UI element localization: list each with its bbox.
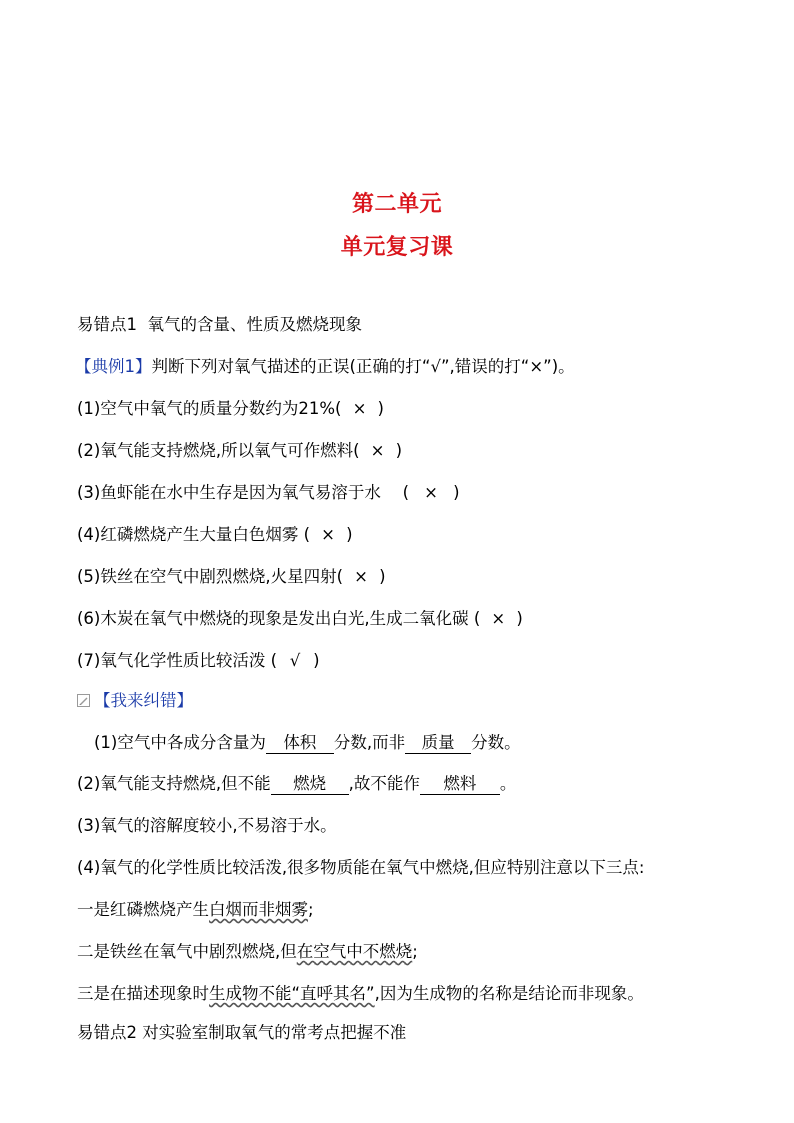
emphasis-text: 白烟而非烟雾 xyxy=(209,900,308,919)
note-line-1: 一是红磷燃烧产生白烟而非烟雾; xyxy=(77,900,314,919)
answer-mark: × xyxy=(491,609,506,628)
list-item: (1)空气中氧气的质量分数约为21%( × ) xyxy=(77,399,384,418)
correction-heading-text: 【我来纠错】 xyxy=(94,691,193,710)
fill-blank: 质量 xyxy=(405,733,471,754)
answer-mark: × xyxy=(321,525,335,544)
correction-item-3: (3)氧气的溶解度较小,不易溶于水。 xyxy=(77,816,337,835)
emphasis-text: 在空气中不燃烧 xyxy=(296,942,413,961)
answer-mark: × xyxy=(424,483,438,502)
fill-blank: 燃料 xyxy=(420,774,500,795)
emphasis-text: 生成物不能“直呼其名” xyxy=(209,984,375,1003)
list-item: (4)红磷燃烧产生大量白色烟雾 ( × ) xyxy=(77,525,353,544)
error-point-2-heading xyxy=(77,1022,406,1044)
list-item: (5)铁丝在空气中剧烈燃烧,火星四射( × ) xyxy=(77,567,386,586)
answer-mark: × xyxy=(370,441,385,460)
correction-heading xyxy=(77,690,193,712)
list-item: (2)氧气能支持燃烧,所以氧气可作燃料( × ) xyxy=(77,441,402,460)
correction-item-4: (4)氧气的化学性质比较活泼,很多物质能在氧气中燃烧,但应特别注意以下三点: xyxy=(77,858,645,877)
list-item: (3)鱼虾能在水中生存是因为氧气易溶于水 ( × ) xyxy=(77,483,460,502)
error-point-1-text: 氧气的含量、性质及燃烧现象 xyxy=(147,315,362,334)
note-line-3: 三是在描述现象时生成物不能“直呼其名”,因为生成物的名称是结论而非现象。 xyxy=(77,984,644,1003)
list-item: (7)氧气化学性质比较活泼 ( √ ) xyxy=(77,651,320,670)
error-point-2-label: 易错点2 xyxy=(77,1023,137,1042)
error-point-1-label: 易错点1 xyxy=(77,315,137,334)
page-title: 第二单元 xyxy=(351,192,442,217)
answer-mark: √ xyxy=(289,651,301,670)
answer-mark: × xyxy=(354,567,368,586)
note-line-2: 二是铁丝在氧气中剧烈燃烧,但在空气中不燃烧; xyxy=(77,942,418,961)
fill-blank: 燃烧 xyxy=(271,774,349,795)
fill-blank: 体积 xyxy=(266,733,334,754)
correction-item-2: (2)氧气能支持燃烧,但不能 燃烧 ,故不能作 燃料 。 xyxy=(77,774,517,793)
error-point-2-text: 对实验室制取氧气的常考点把握不准 xyxy=(142,1023,407,1042)
example-line xyxy=(75,356,575,378)
error-point-1-heading xyxy=(77,314,362,336)
page-subtitle: 单元复习课 xyxy=(340,235,454,260)
pencil-icon xyxy=(77,694,90,707)
answer-mark: × xyxy=(352,399,367,418)
example-text: 判断下列对氧气描述的正误(正确的打“√”,错误的打“×”)。 xyxy=(151,357,575,376)
example-tag: 【典例1】 xyxy=(75,357,152,376)
list-item: (6)木炭在氧气中燃烧的现象是发出白光,生成二氧化碳 ( × ) xyxy=(77,609,523,628)
correction-item-1: (1)空气中各成分含量为 体积 分数,而非 质量 分数。 xyxy=(94,733,521,752)
